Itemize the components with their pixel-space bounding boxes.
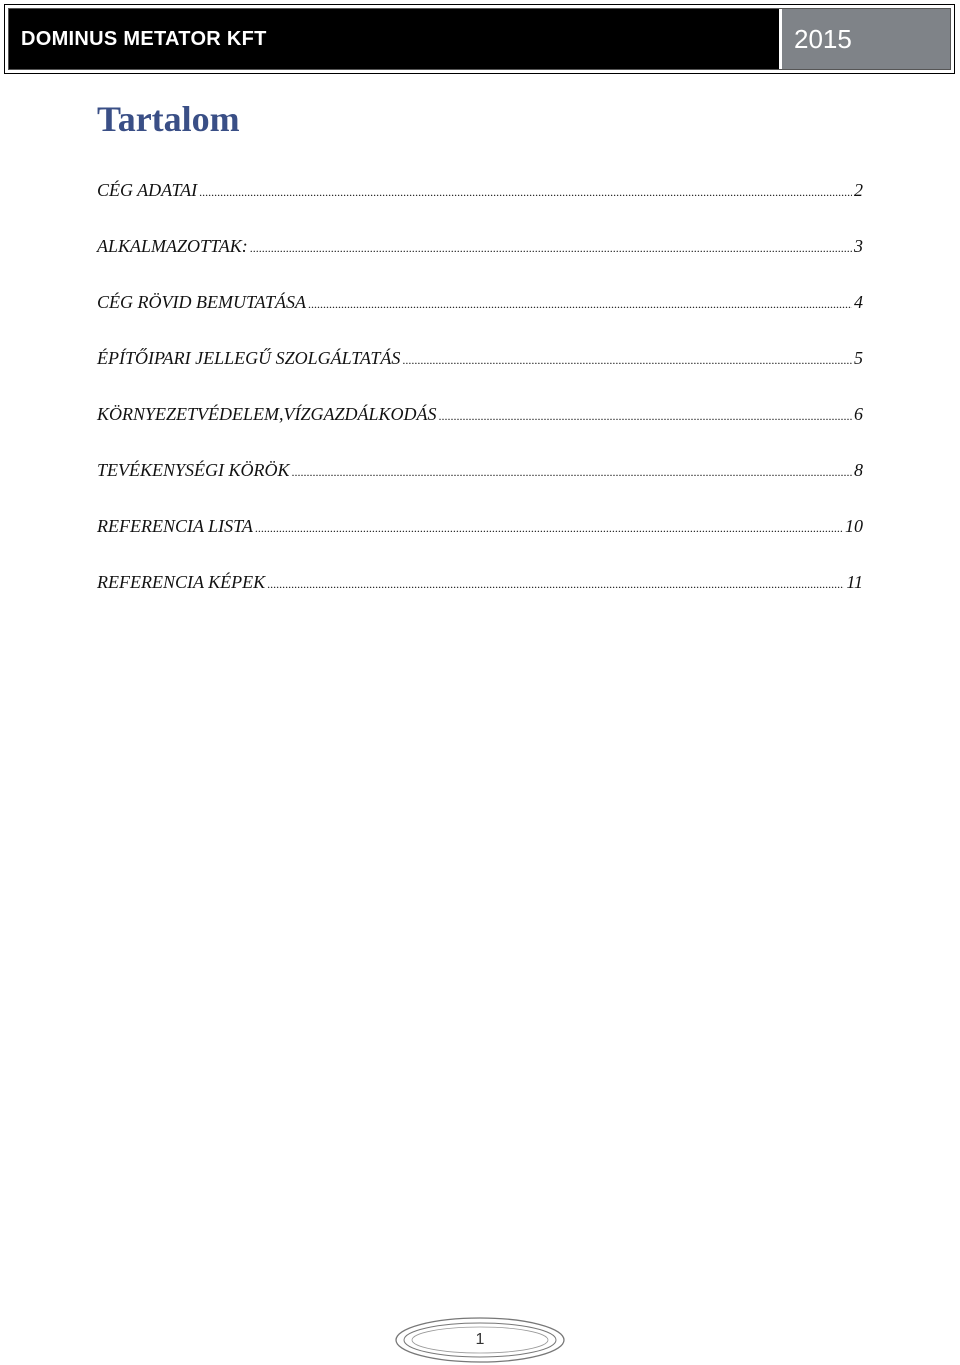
toc-dot-leader xyxy=(308,297,852,312)
toc-entry-page: 11 xyxy=(846,572,863,592)
toc-dot-leader xyxy=(292,465,852,480)
toc-entry-label: CÉG ADATAI xyxy=(97,180,198,200)
toc-entry-referencia-lista[interactable] xyxy=(97,516,863,572)
toc-dot-leader xyxy=(250,241,852,256)
toc-entry-label: REFERENCIA LISTA xyxy=(97,516,253,536)
toc-entry-label: KÖRNYEZETVÉDELEM,VÍZGAZDÁLKODÁS xyxy=(97,404,437,424)
page-header xyxy=(4,4,955,74)
page-number: 1 xyxy=(475,1331,485,1348)
toc-entry-page: 10 xyxy=(845,516,863,536)
toc-entry-epitoipari-szolgaltatas[interactable] xyxy=(97,348,863,404)
toc-entry-page: 4 xyxy=(854,292,863,312)
toc-entry-label: ÉPÍTŐIPARI JELLEGŰ SZOLGÁLTATÁS xyxy=(97,348,401,368)
toc-entry-label: TEVÉKENYSÉGI KÖRÖK xyxy=(97,460,290,480)
toc-entry-page: 5 xyxy=(854,348,863,368)
toc-entry-label: CÉG RÖVID BEMUTATÁSA xyxy=(97,292,306,312)
toc-entry-referencia-kepek[interactable] xyxy=(97,572,863,628)
toc-entry-page: 2 xyxy=(854,180,863,200)
company-name: DOMINUS METATOR KFT xyxy=(9,9,779,69)
toc-entry-kornyezetvedelem[interactable] xyxy=(97,404,863,460)
toc-dot-leader xyxy=(255,521,843,536)
table-of-contents xyxy=(97,180,863,628)
toc-dot-leader xyxy=(439,409,852,424)
toc-dot-leader xyxy=(199,185,852,200)
page-footer xyxy=(394,1316,566,1364)
toc-entry-alkalmazottak[interactable] xyxy=(97,236,863,292)
toc-title: Tartalom xyxy=(97,99,240,139)
toc-dot-leader xyxy=(402,353,852,368)
toc-entry-ceg-adatai[interactable] xyxy=(97,180,863,236)
toc-entry-page: 6 xyxy=(854,404,863,424)
header-year: 2015 xyxy=(779,9,950,69)
toc-entry-ceg-rovid-bemutatasa[interactable] xyxy=(97,292,863,348)
toc-entry-label: REFERENCIA KÉPEK xyxy=(97,572,266,592)
toc-entry-tevekenysegi-korok[interactable] xyxy=(97,460,863,516)
toc-dot-leader xyxy=(267,577,844,592)
toc-entry-page: 8 xyxy=(854,460,863,480)
header-bar xyxy=(8,8,951,70)
toc-entry-page: 3 xyxy=(854,236,863,256)
toc-entry-label: ALKALMAZOTTAK: xyxy=(97,236,248,256)
